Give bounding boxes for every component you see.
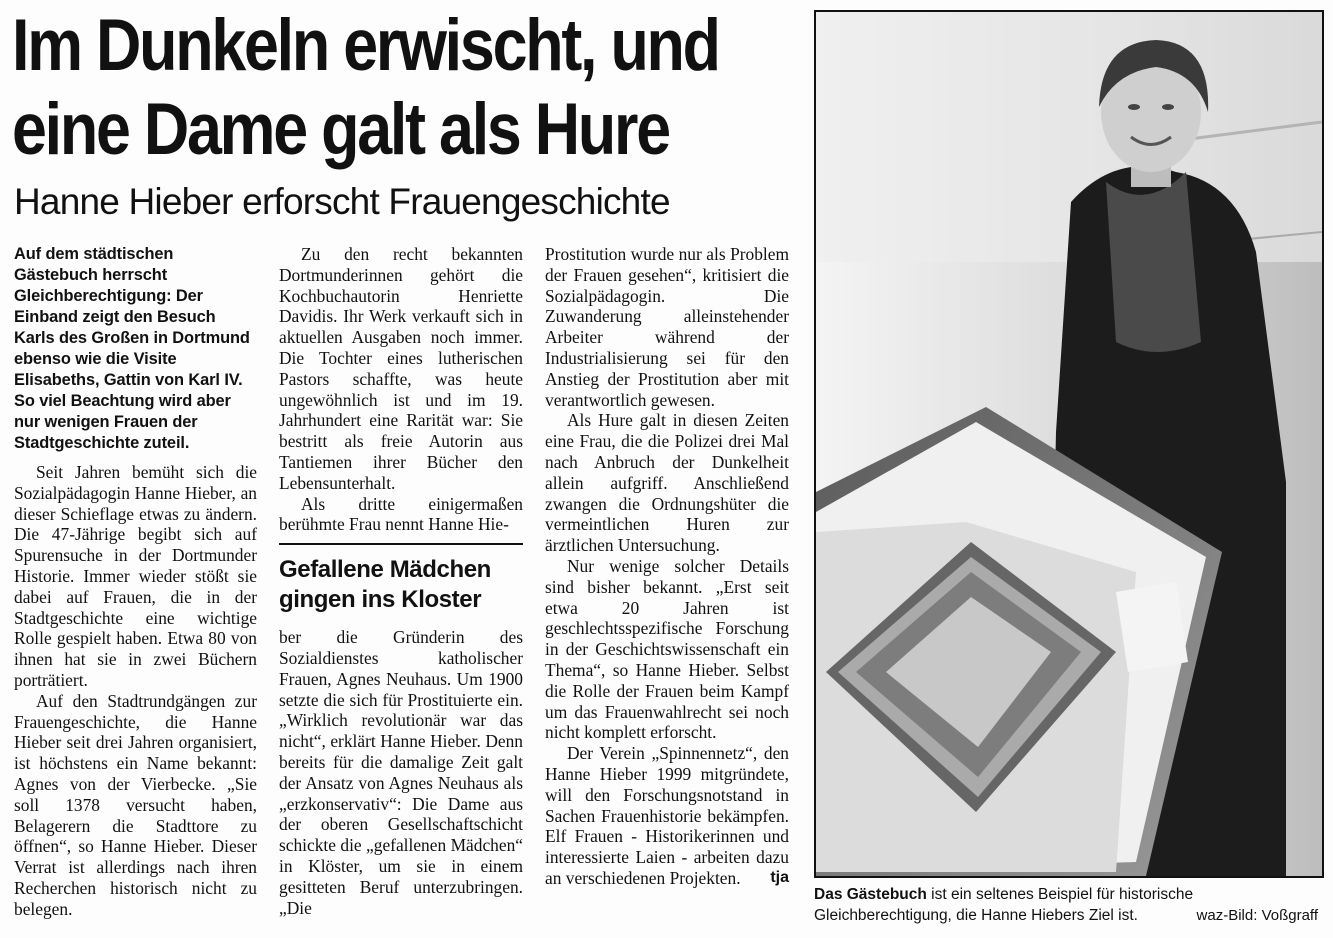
- headline-line-1: Im Dunkeln erwischt, und: [12, 5, 719, 86]
- photo-credit: waz-Bild: Voßgraff: [1196, 907, 1318, 924]
- article-column-1: [14, 244, 257, 920]
- article-column-2: [279, 244, 523, 918]
- body-text: Der Verein „Spinnennetz“, den Hanne Hieber 1999 mitgründete, will den Forschungsnotstand in Sachen Frauenhistorie bekämpfen. Elf Frauen - Historikerinnen und interessierte Laien - arbeiten dazu an verschiedenen Projekten.: [545, 743, 789, 888]
- body-paragraph: Als Hure galt in diesen Zeiten eine Frau, die die Polizei drei Mal nach Anbruch der Dunkelheit allein aufgriff. Anschließend zwangen die Ordnungshüter die vermeintlichen Huren zur ärztlichen Untersuchung.: [545, 410, 789, 556]
- body-paragraph: Auf den Stadtrundgängen zur Frauengeschichte, die Hanne Hieber seit drei Jahren organisiert, ist höchstens ein Name bekannt: Agnes von der Vierbecke. „Sie soll 1378 versucht haben, Belagerern die Stadttore zu öffnen“, so Hanne Hieber. Dieser Verrat ist allerdings nach ihren Recherchen historisch nicht zu belegen.: [14, 690, 257, 919]
- subheadline: Hanne Hieber erforscht Frauengeschichte: [14, 181, 670, 222]
- caption-lead: Das Gästebuch: [814, 886, 927, 903]
- photo-illustration: [816, 12, 1322, 876]
- article-column-3: [545, 244, 789, 889]
- section-subhead: Gefallene Mädchen gingen ins Kloster: [279, 543, 523, 615]
- caption-text: ist ein seltenes Beispiel für historische Gleichberechtigung, die Hanne Hiebers Ziel ist.: [814, 886, 1194, 924]
- body-paragraph: ber die Gründerin des Sozialdienstes katholischer Frauen, Agnes Neuhaus. Um 1900 setzte die sich für Prostituierte ein. „Wirklich revolutionär war das nicht“, erklärt Hanne Hieber. Denn bereits für die damalige Zeit galt der Ansatz von Agnes Neuhaus als „erzkonservativ“: Die Dame aus der oberen Gesellschaftschicht schickte die „gefallenen Mädchen“ in Klöster, um sie in einem gesitteten Beruf unterzubringen. „Die: [279, 627, 523, 918]
- body-paragraph: Nur wenige solcher Details sind bisher bekannt. „Erst seit etwa 20 Jahren ist geschlechtsspezifische Forschung in der Geschichtswissenschaft ein Thema“, so Hanne Hieber. Selbst die Rolle der Frauen beim Kampf um das Frauenwahlrecht sei noch nicht komplett erforscht.: [545, 555, 789, 743]
- headline-line-2: eine Dame galt als Hure: [12, 89, 669, 170]
- article-photo: [814, 10, 1324, 878]
- headline: [12, 4, 719, 172]
- body-paragraph: Zu den recht bekannten Dortmunderinnen gehört die Kochbuchautorin Henriette Davidis. Ihr Werk verkauft sich in aktuellen Ausgaben noch immer. Die Tochter eines lutherischen Pastors schaffte, was heute ungewöhnlich ist und im 19. Jahrhundert eine Rarität war: Sie bestritt als freie Autorin aus Tantiemen ihrer Bücher den Lebensunterhalt.: [279, 244, 523, 493]
- body-paragraph: Prostitution wurde nur als Problem der Frauen gesehen“, kritisiert die Sozialpädagogin. Die Zuwanderung alleinstehender Arbeiter während der Industrialisierung sei für den Anstieg der Prostitution aber mit verantwortlich gewesen.: [545, 244, 789, 410]
- photo-caption: [814, 884, 1326, 926]
- body-paragraph: Als dritte einigermaßen berühmte Frau nennt Hanne Hie-: [279, 493, 523, 535]
- body-paragraph: [545, 743, 789, 889]
- author-initials: tja: [770, 868, 789, 886]
- lead-paragraph: Auf dem städtischen Gästebuch herrscht Gleichberechtigung: Der Einband zeigt den Besuch Karls des Großen in Dortmund ebenso wie die Visite Elisabeths, Gattin von Karl IV. So viel Beachtung wird aber nur wenigen Frauen der Stadtgeschichte zuteil.: [14, 245, 250, 452]
- body-paragraph: Seit Jahren bemüht sich die Sozialpädagogin Hanne Hieber, an dieser Schieflage etwas zu ändern. Die 47-Jährige begibt sich auf Spurensuche in der Dortmunder Historie. Immer wieder stößt sie dabei auf Frauen, die in der Stadtgeschichte eine wichtige Rolle gespielt haben. Etwa 80 von ihnen hat sie in zwei Büchern porträtiert.: [14, 462, 257, 690]
